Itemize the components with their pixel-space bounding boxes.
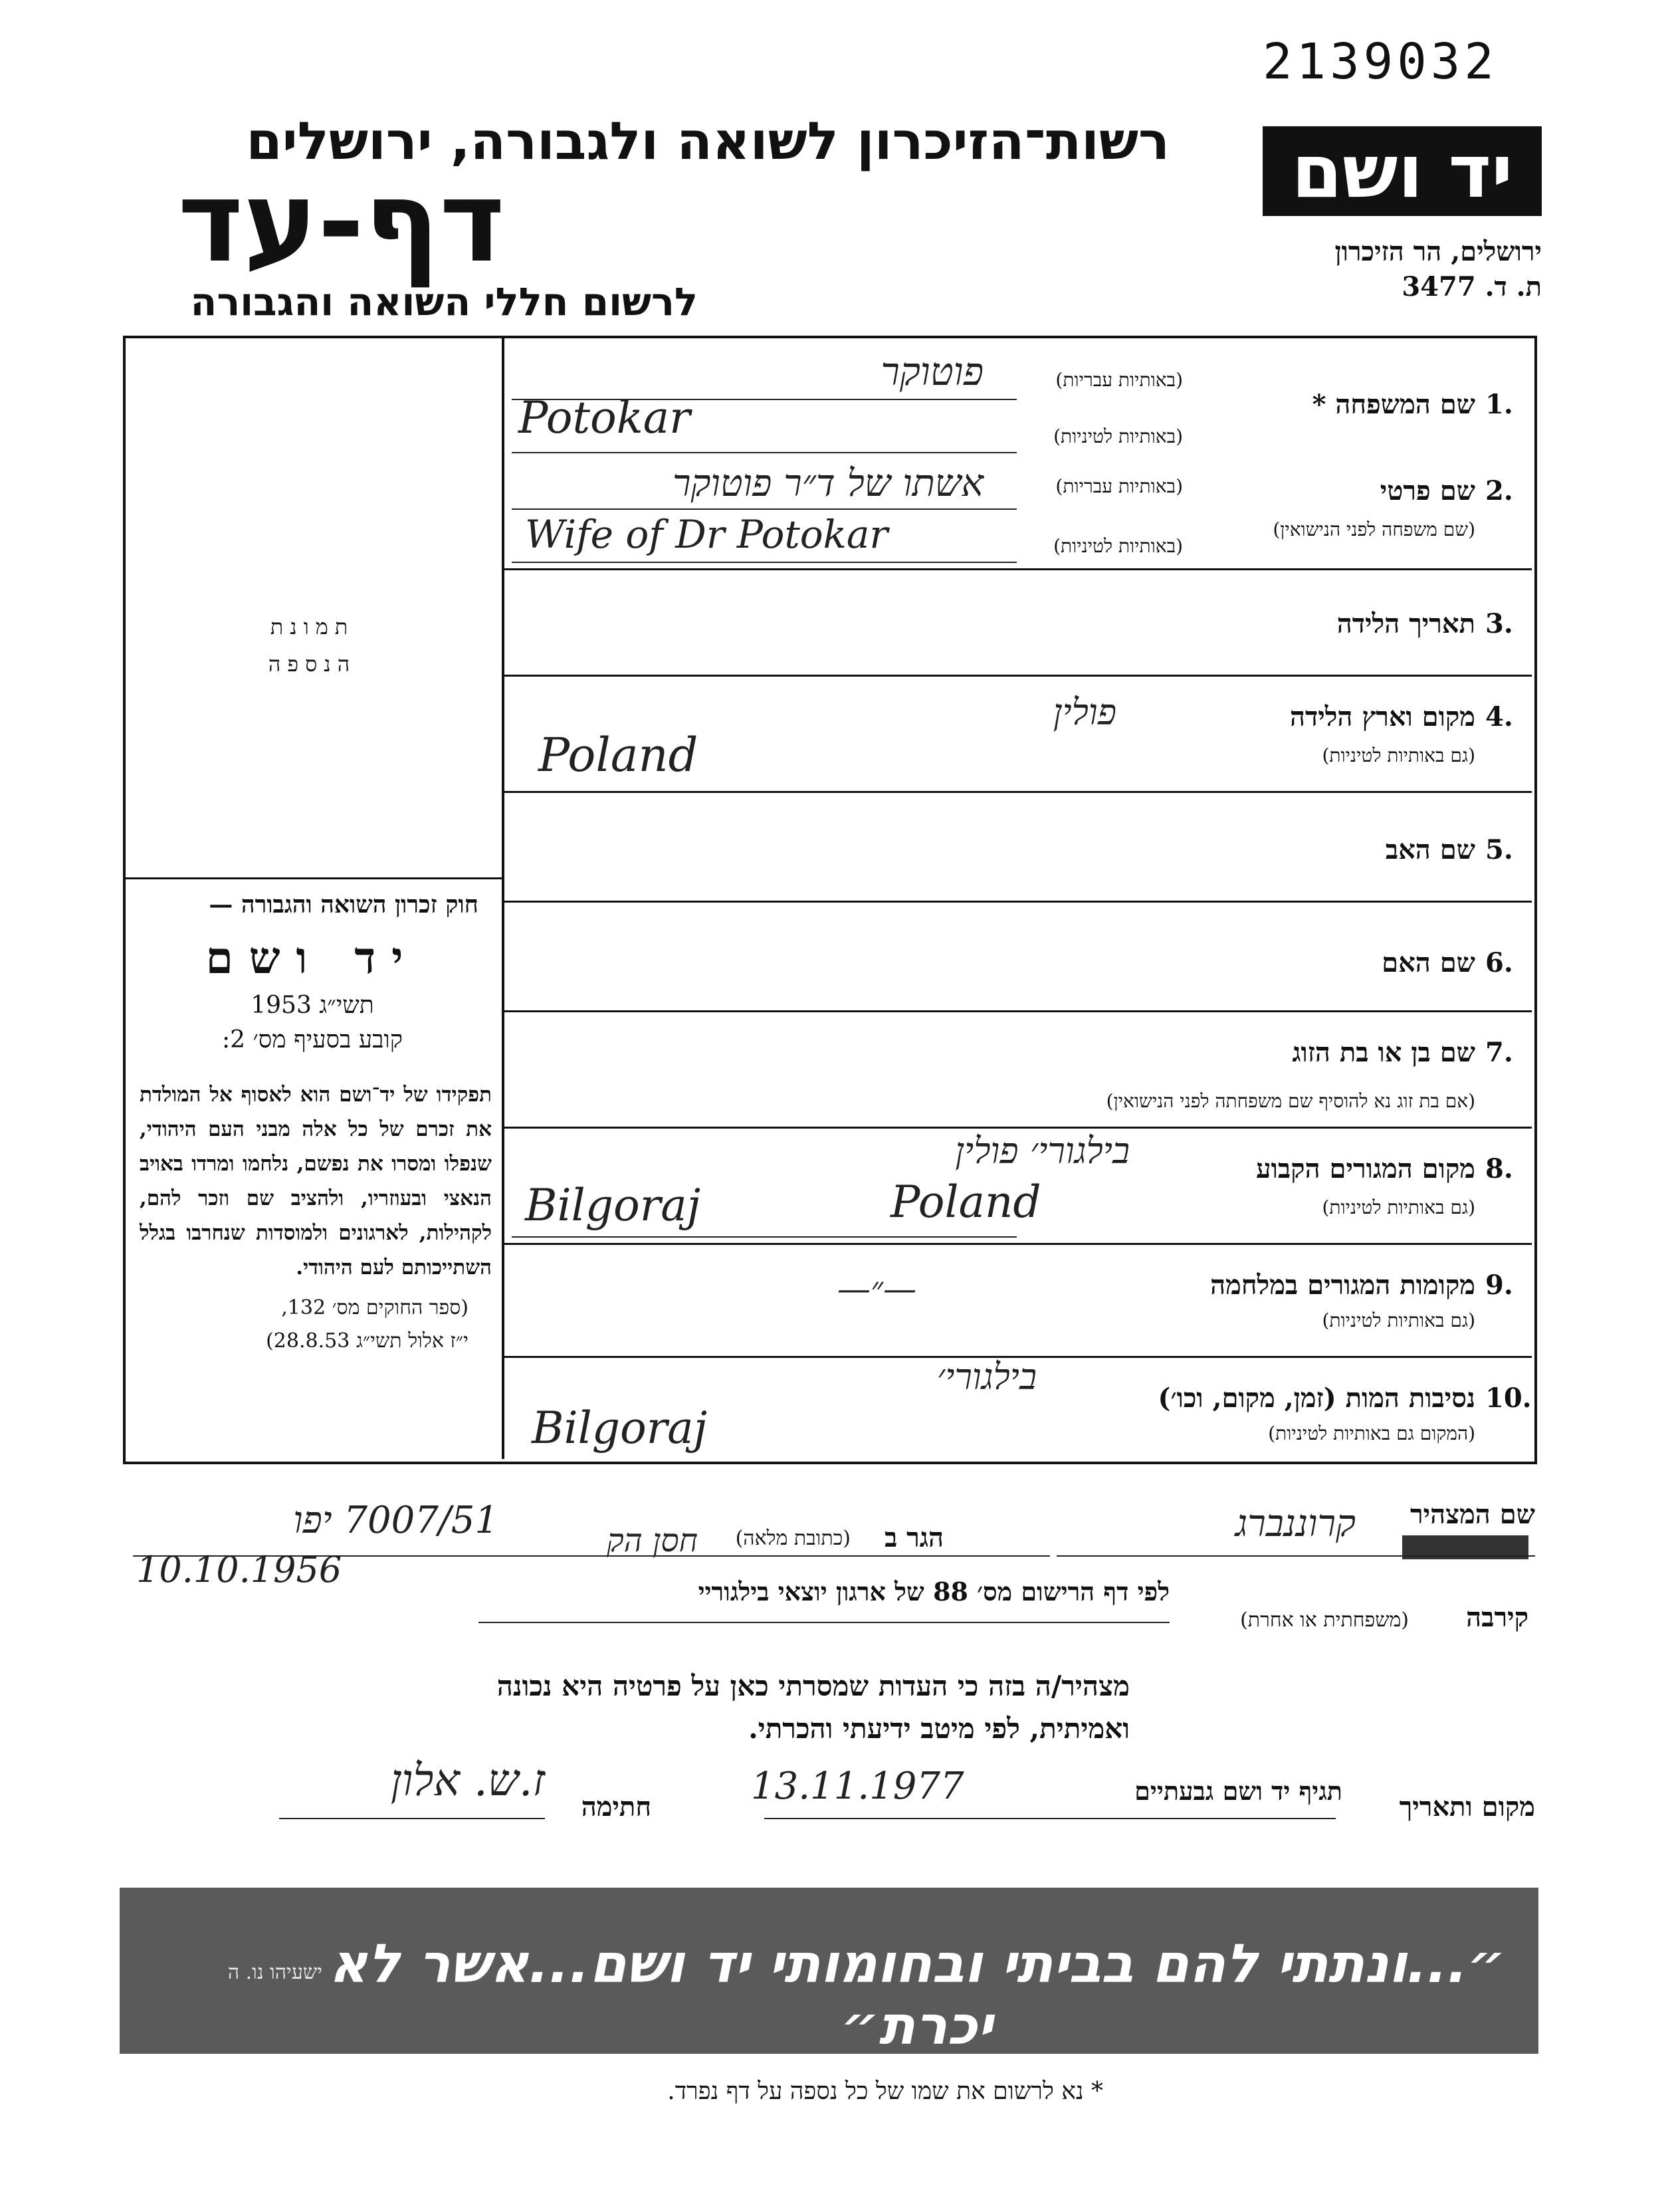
banner-verse: ״...ונתתי להם בביתי ובחומותי יד ושם...אשר לא יכרת״ [329,1933,1505,2056]
residence-sub: (גם באותיות לטיניות) [1322,1196,1475,1218]
first-name-sub: (שם משפחה לפני הנישואין) [1273,518,1475,540]
birth-place-label: מקום וארץ הלידה [1289,701,1475,732]
first-name-latin-value: Wife of Dr Potokar [525,512,889,557]
address-value: חסן הק [606,1522,698,1559]
photo-divider [123,877,502,879]
field-number: 2. [1485,475,1513,506]
address-sub: (כתובת מלאה) [735,1527,851,1550]
underline [512,399,1017,400]
logo-address: ירושלים, הר הזיכרון [1334,236,1542,267]
law-reference: (ספר החוקים מס׳ 132, י״ז אלול תשי״ג 28.8.53) [266,1296,469,1353]
field-number: 8. [1485,1153,1513,1184]
birth-date-label: תאריך הלידה [1336,608,1475,639]
form-subtitle: לרשום חללי השואה והגבורה [190,279,698,324]
first-name-label: שם פרטי [1380,475,1475,506]
birth-place-sub: (גם באותיות לטיניות) [1322,744,1475,766]
hebrew-hint: (באותיות עבריות) [1055,369,1183,391]
latin-hint: (באותיות לטיניות) [1053,425,1183,447]
photo-label: תמונת הנספה [268,614,357,677]
underline [512,452,1017,453]
date-written: 10.10.1956 [136,1549,342,1591]
spouse-name-label: שם בן או בת הזוג [1292,1037,1475,1068]
war-residence-value: —״— [837,1270,916,1308]
place-date-value: תגיף יד ושם גבעתיים [1134,1776,1342,1806]
law-body: תפקידו של יד־ושם הוא לאסוף אל המולדת את זכרם של כל אלה מבני העם היהודי, שנפלו ומסרו את נפשם, נלחמו ומרדו באויב הנאצי ובעוזריו, ולהציב שם וזכר להם, לקהילות, לארגונים ולמוסדות שנחרבו בגלל השתייכותם לעם היהודי. [140,1083,492,1279]
yad-vashem-logo: יד ושם [1263,126,1542,216]
hebrew-hint: (באותיות עבריות) [1055,475,1183,497]
relation-sub: (משפחתית או אחרת) [1240,1608,1409,1632]
footnote: * נא לרשום את שמו של כל נספה על דף נפרד. [667,2078,1103,2105]
place-date-label: מקום ותאריך [1399,1791,1535,1823]
banner-source: ישעיהו נו. ה [227,1961,322,1984]
field-number: 6. [1485,947,1513,978]
row-divider [502,1010,1532,1012]
underline [512,562,1017,563]
law-yad-vashem: יד ושם [205,932,419,984]
war-residence-label: מקומות המגורים במלחמה [1210,1270,1475,1301]
field-number: 9. [1485,1270,1513,1301]
surname-latin-value: Potokar [518,392,690,443]
address-value-line2: 7007/51 יפו [293,1499,498,1542]
declarant-name-label: שם המצהיר [1410,1499,1535,1530]
signature-value: ז.ש. אלון [390,1755,545,1806]
underline [512,1236,1017,1238]
death-place-hebrew-value: בילגורי׳ [936,1356,1037,1398]
residence-hebrew-value: בילגורי׳ פולין [955,1130,1130,1172]
form-title: דף-עד [177,157,505,287]
authority-title: רשות־הזיכרון לשואה ולגבורה, ירושלים [246,112,1170,171]
column-divider [502,336,504,1459]
field-number: 7. [1485,1037,1513,1068]
declarant-name-value: קרוננברג [1235,1502,1356,1545]
field-number: 10. [1485,1382,1532,1414]
first-name-hebrew-value: אשתו של ד״ר פוטוקר [673,462,984,505]
death-circumstances-sub: (המקום גם באותיות לטיניות) [1268,1422,1475,1444]
address-label: הגר ב [884,1522,944,1553]
document-number: 2139032 [1263,33,1498,90]
row-divider [502,1127,1532,1129]
mother-name-label: שם האם [1382,947,1475,978]
underline [478,1622,1170,1623]
death-circumstances-label: נסיבות המות (זמן, מקום, וכו׳) [1158,1382,1475,1414]
signature-label: חתימה [581,1791,651,1823]
row-divider [502,901,1532,903]
father-name-label: שם האב [1385,834,1475,865]
field-number: 4. [1485,701,1513,732]
residence-label: מקום המגורים הקבוע [1256,1153,1475,1184]
row-divider [502,675,1532,677]
underline [1057,1555,1535,1557]
row-divider [502,791,1532,793]
residence-country-value: Poland [890,1176,1041,1228]
death-place-latin-value: Bilgoraj [532,1402,708,1454]
underline [279,1818,545,1819]
war-residence-sub: (גם באותיות לטיניות) [1322,1309,1475,1331]
law-year: תשי״ג 1953 [251,992,374,1019]
surname-hebrew-value: פוטוקר [881,349,984,394]
field-number: 3. [1485,608,1513,639]
underline [764,1818,1336,1819]
residence-latin-value: Bilgoraj [525,1180,701,1231]
field-number: 1. [1485,389,1513,420]
surname-label: שם המשפחה * [1312,389,1475,420]
birth-place-latin-value: Poland [538,728,698,782]
field-number: 5. [1485,834,1513,865]
birth-place-hebrew-value: פולין [1053,691,1116,733]
registry-text: לפי דף הרישום מס׳ 88 של ארגון יוצאי בילגוריי [698,1577,1170,1606]
place-date-handwritten: 13.11.1977 [751,1765,964,1808]
latin-hint: (באותיות לטיניות) [1053,535,1183,557]
relation-label: קירבה [1466,1602,1528,1633]
spouse-name-sub: (אם בת זוג נא להוסיף שם משפחתה לפני הנישואין) [1106,1090,1475,1112]
row-divider [502,1243,1532,1245]
declaration-text: מצהיר/ה בזה כי העדות שמסרתי כאן על פרטיה היא נכונה ואמיתית, לפי מיטב ידיעתי והכרתי. [496,1670,1130,1745]
underline [512,508,1017,510]
law-section: קובע בסעיף מס׳ 2: [222,1026,403,1053]
logo-pobox: ת. ד. 3477 [1402,271,1542,302]
law-title: חוק זכרון השואה והגבורה — [209,891,478,919]
row-divider [502,568,1532,570]
law-box [126,891,498,1358]
